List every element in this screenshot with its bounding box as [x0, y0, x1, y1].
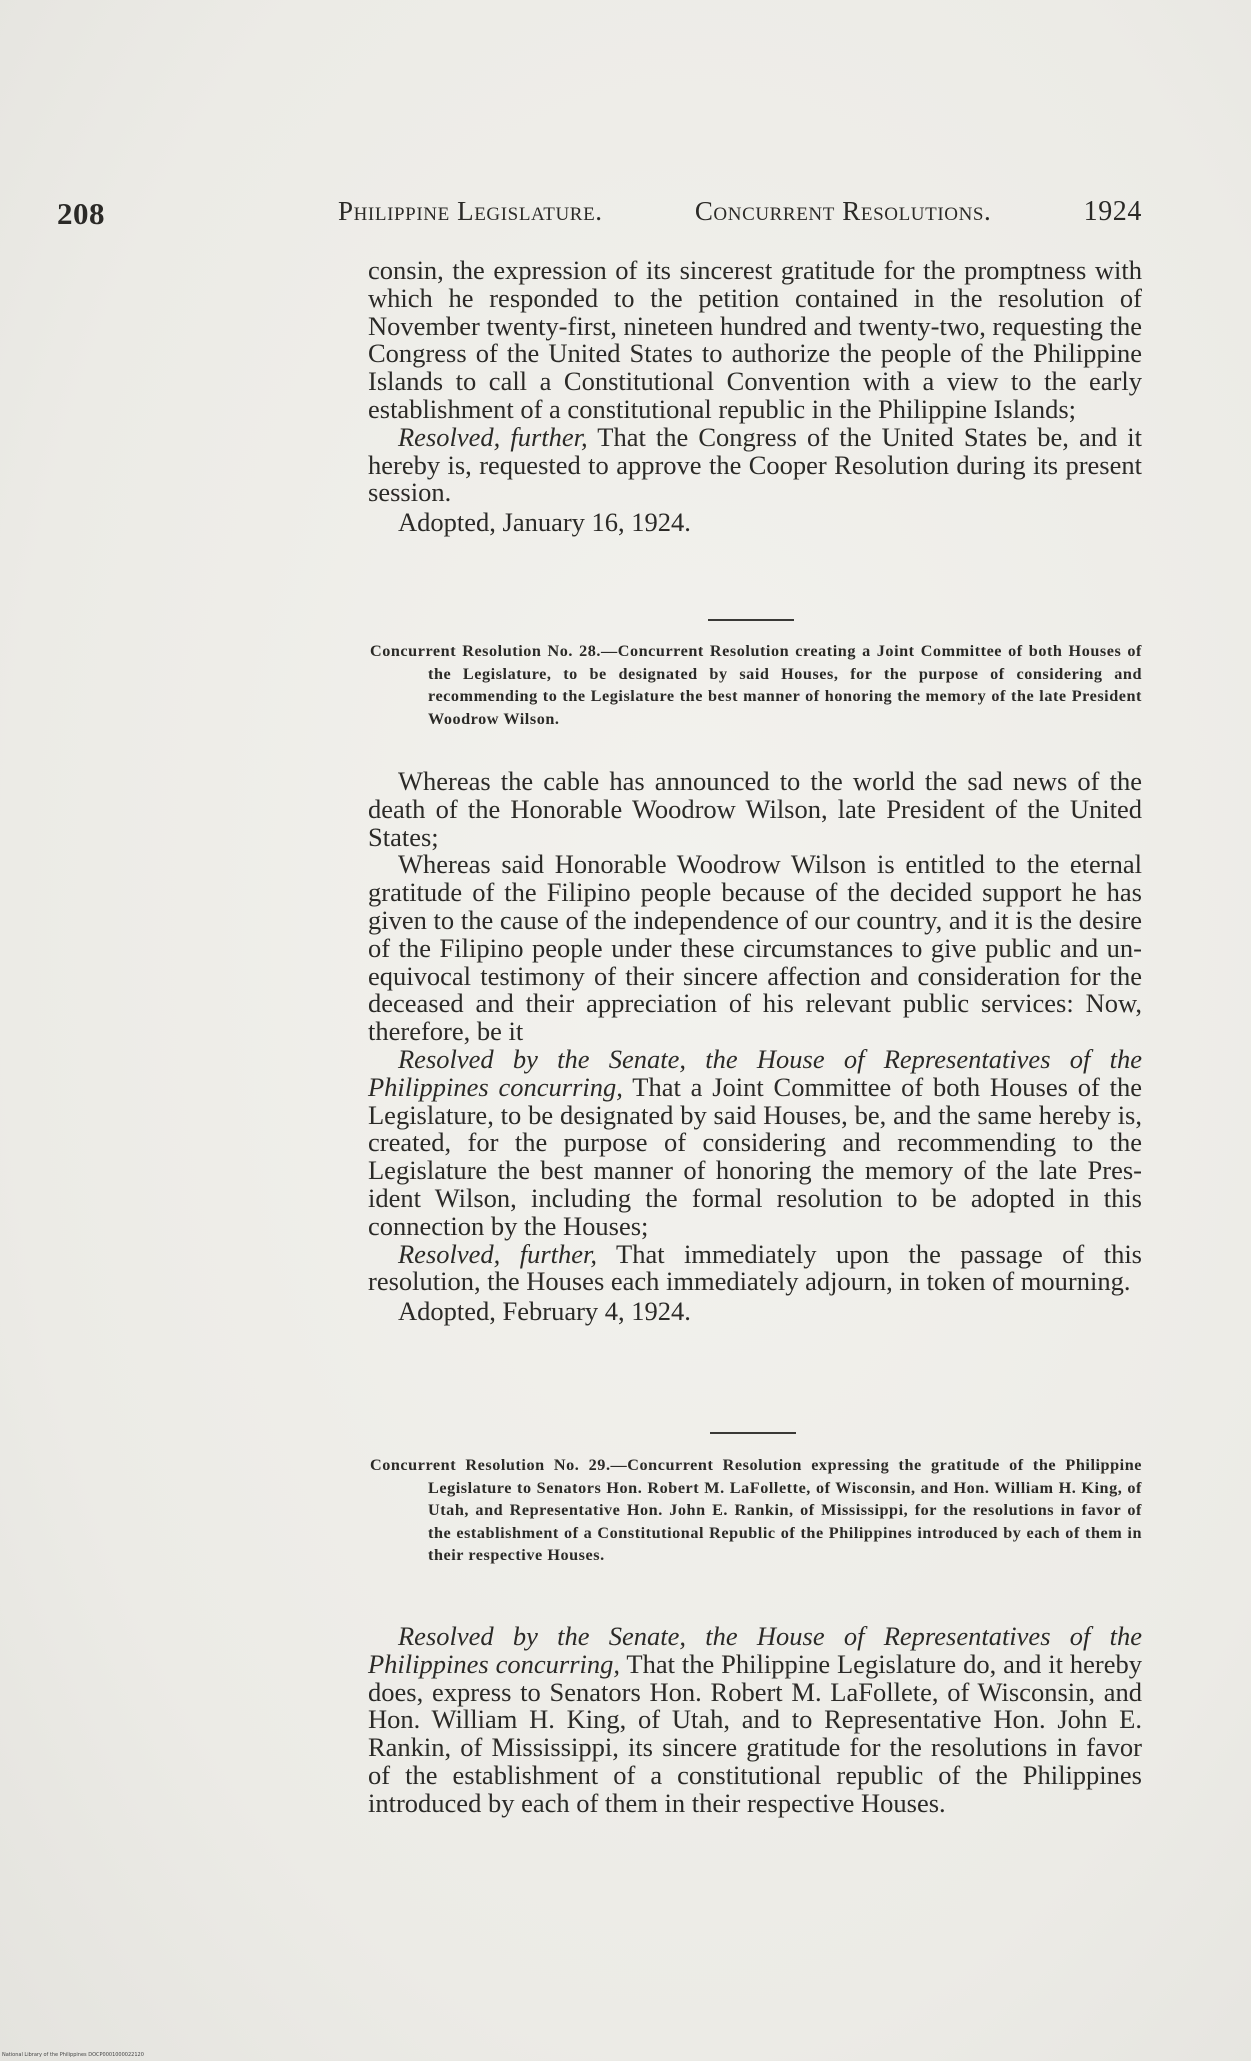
continued-paragraph: consin, the expression of its sincerest gratitude for the promptness with which he responded to the petition contained in the resolution of November twenty-first, nineteen hundred and twenty-two, requesting the Congress of the United States to authorize the people of the Philippine Islands to call a Constitutional Convention with a view to the early establishment of a constitutional republic in the Philippine Islands;: [368, 255, 1142, 424]
resolved-paragraph-2: [368, 1238, 1142, 1297]
resolution-28-body: [368, 768, 1142, 1326]
section-divider-2: [710, 1432, 796, 1434]
resolved-clause-text: That the Philippine Legislature do, and it hereby does, express to Senators Hon. Robert M. LaFollete, of Wisconsin, and Hon. William H. King, of Utah, and to Representative Hon. John E. Rankin, of Mississippi, its sincere gratitude for the resolutions in favor of the establishment of a constitutional republic of the Philippines introduced by each of them in their respective Houses.: [368, 1648, 1142, 1818]
resolved-further-label: Resolved, further,: [398, 421, 588, 452]
running-head: [338, 196, 1142, 228]
resolved-paragraph-3: [368, 1623, 1142, 1818]
running-head-year: 1924: [1083, 196, 1142, 227]
scan-footer: National Library of the Philippines DOCP0001000022120: [2, 2052, 144, 2058]
whereas-paragraph-2: Whereas said Honorable Woodrow Wilson is entitled to the eternal gratitude of the Filipino people because of the decided support he has given to the cause of the independence of our country, and it is the desire of the Filipino people under these circumstances to give public and unequivocal testimony of their sincere affection and consideration for the deceased and their appreciation of his relevant public services: Now, therefore, be it: [368, 849, 1142, 1047]
resolved-further-label: Resolved, further,: [398, 1238, 598, 1269]
section-divider-1: [708, 619, 794, 621]
resolved-clause-label: Resolved by the Senate, the House of Representatives of the Philippines concurring,: [368, 1621, 1142, 1679]
continued-resolution-text: [368, 257, 1142, 537]
running-title-left: Philippine Legislature.: [338, 196, 603, 226]
page-number: 208: [57, 196, 105, 231]
resolved-further-paragraph: [368, 421, 1143, 508]
resolution-28-caption: Concurrent Resolution No. 28.—Concurrent Resolution creating a Joint Committee of both Houses of the Legislature, to be designated by said Houses, for the purpose of considering and recommending to the Legislature the best manner of honoring the memory of the late President Woodrow Wilson.: [370, 642, 1142, 728]
resolved-clause-label: Resolved by the Senate, the House of Representatives of the Philippines concurring,: [368, 1043, 1142, 1102]
resolution-29-caption: Concurrent Resolution No. 29.—Concurrent Resolution expressing the gratitude of the Philippine Legislature to Senators Hon. Robert M. LaFollette, of Wisconsin, and Hon. William H. King, of Utah, and Representative Hon. John E. Rankin, of Mississippi, for the resolutions in favor of the establishment of a Constitutional Republic of the Philippines introduced by each of them in their respective Houses.: [370, 1456, 1142, 1565]
adopted-date-1: Adopted, January 16, 1924.: [398, 507, 691, 538]
resolved-further-text: That the Congress of the United States be, and it hereby is, requested to approve the Cooper Resolution during its present session.: [368, 421, 1143, 508]
resolution-29-body: [368, 1623, 1142, 1818]
resolved-clause-text: That a Joint Committee of both Houses of the Legislature, to be designated by said Houses, be, and the same hereby is, created, for the purpose of considering and recommending to the Legislature the best manner of honoring the memory of the late President Wilson, including the formal resolution to be adopted in this connection by the Houses;: [368, 1071, 1142, 1241]
resolved-further-text: That immediately upon the passage of this resolution, the Houses each immediately adjourn, in token of mourning.: [368, 1238, 1142, 1297]
adopted-date-2: Adopted, February 4, 1924.: [398, 1296, 691, 1327]
resolved-paragraph-1: [368, 1043, 1142, 1241]
running-title-right: Concurrent Resolutions.: [694, 196, 992, 226]
whereas-paragraph-1: Whereas the cable has announced to the world the sad news of the death of the Honorable Woodrow Wilson, late President of the United States;: [368, 766, 1142, 852]
